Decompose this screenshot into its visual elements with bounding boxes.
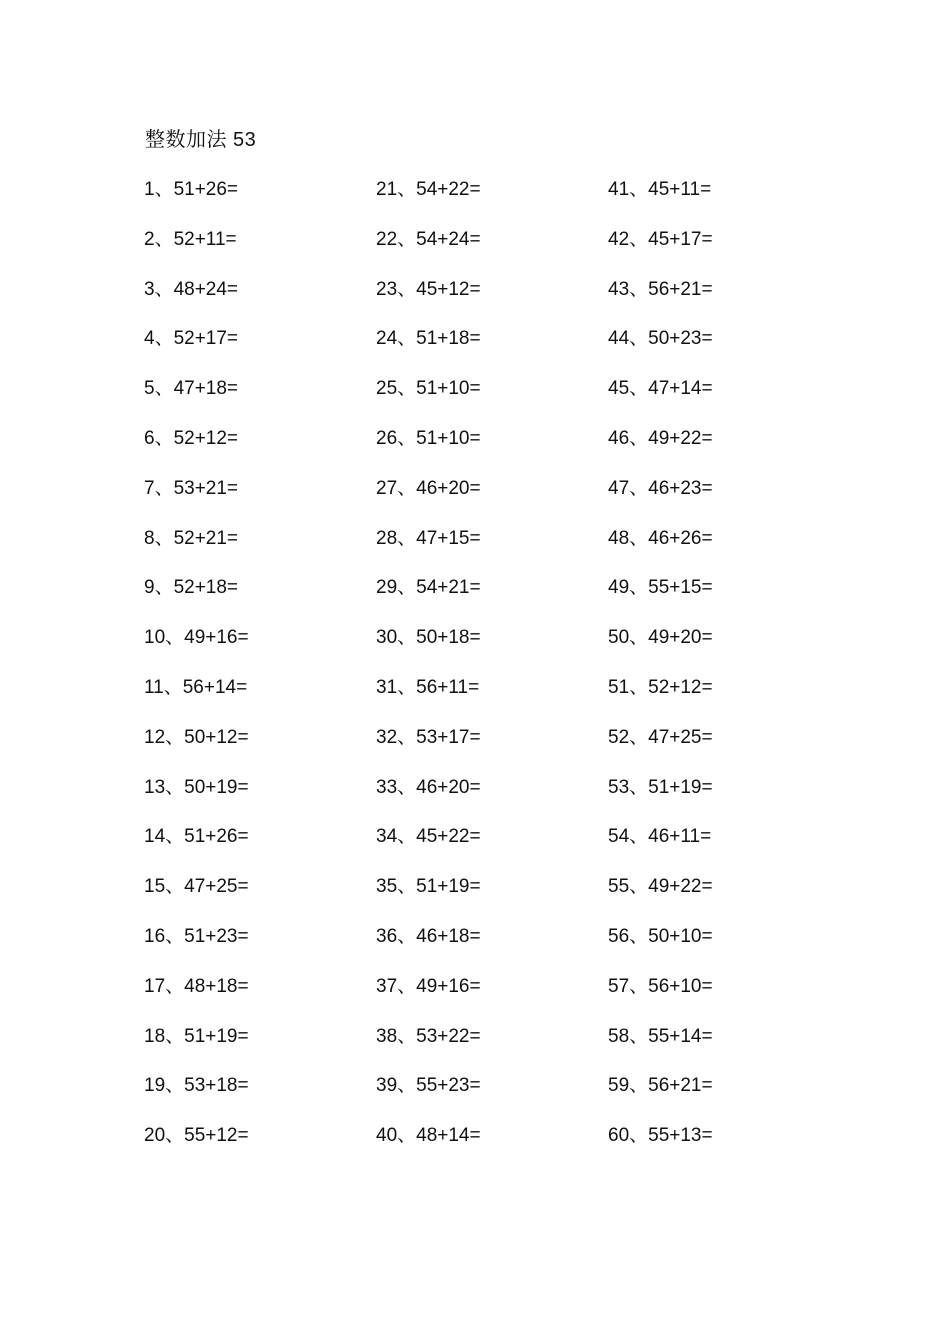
problem-item: 13、50+19= (144, 776, 249, 798)
problem-item: 10、49+16= (144, 627, 249, 649)
problem-item: 53、51+19= (608, 776, 713, 798)
problem-item: 32、53+17= (376, 726, 481, 748)
problem-item: 35、51+19= (376, 876, 481, 898)
worksheet-title: 整数加法 53 (145, 129, 257, 151)
problem-item: 4、52+17= (144, 328, 239, 350)
problem-item: 50、49+20= (608, 627, 713, 649)
problem-item: 29、54+21= (376, 577, 481, 599)
problem-item: 17、48+18= (144, 975, 249, 997)
problem-item: 24、51+18= (376, 328, 481, 350)
problem-item: 59、56+21= (608, 1075, 713, 1097)
problem-item: 5、47+18= (144, 378, 239, 400)
problem-item: 44、50+23= (608, 328, 713, 350)
problem-item: 2、52+11= (144, 228, 237, 250)
problem-item: 7、53+21= (144, 477, 239, 499)
problem-column-2 (376, 176, 596, 1172)
problem-item: 21、54+22= (376, 179, 481, 200)
problem-item: 36、46+18= (376, 925, 481, 947)
problem-item: 51、52+12= (608, 676, 713, 698)
problem-item: 38、53+22= (376, 1025, 481, 1047)
problem-item: 58、55+14= (608, 1025, 713, 1047)
problem-item: 47、46+23= (608, 477, 713, 499)
problem-column-3 (608, 176, 828, 1172)
problem-item: 34、45+22= (376, 826, 481, 848)
problem-item: 52、47+25= (608, 726, 713, 748)
problem-item: 39、55+23= (376, 1075, 481, 1097)
problem-item: 9、52+18= (144, 577, 239, 599)
problem-column-1 (144, 176, 364, 1172)
problem-item: 3、48+24= (144, 278, 239, 300)
problem-item: 1、51+26= (144, 179, 239, 200)
problem-item: 6、52+12= (144, 427, 239, 449)
problem-item: 19、53+18= (144, 1075, 249, 1097)
problem-item: 8、52+21= (144, 527, 239, 549)
problem-item: 41、45+11= (608, 179, 712, 200)
problem-item: 42、45+17= (608, 228, 713, 250)
problem-item: 25、51+10= (376, 378, 481, 400)
problem-item: 23、45+12= (376, 278, 481, 300)
problem-item: 56、50+10= (608, 925, 713, 947)
problem-item: 40、48+14= (376, 1125, 481, 1147)
problem-item: 22、54+24= (376, 228, 481, 250)
problem-item: 27、46+20= (376, 477, 481, 499)
problem-item: 16、51+23= (144, 925, 249, 947)
problem-item: 12、50+12= (144, 726, 249, 748)
problem-item: 11、56+14= (144, 676, 248, 698)
problem-item: 18、51+19= (144, 1025, 249, 1047)
problem-item: 37、49+16= (376, 975, 481, 997)
problem-item: 55、49+22= (608, 876, 713, 898)
problem-item: 15、47+25= (144, 876, 249, 898)
problem-item: 20、55+12= (144, 1125, 249, 1147)
problem-item: 26、51+10= (376, 427, 481, 449)
problem-item: 57、56+10= (608, 975, 713, 997)
problem-item: 28、47+15= (376, 527, 481, 549)
problem-item: 54、46+11= (608, 826, 712, 848)
problem-item: 45、47+14= (608, 378, 713, 400)
problem-item: 49、55+15= (608, 577, 713, 599)
problem-item: 43、56+21= (608, 278, 713, 300)
problem-item: 48、46+26= (608, 527, 713, 549)
problem-item: 46、49+22= (608, 427, 713, 449)
problem-item: 14、51+26= (144, 826, 249, 848)
problem-item: 31、56+11= (376, 676, 480, 698)
problem-item: 33、46+20= (376, 776, 481, 798)
problem-item: 60、55+13= (608, 1125, 713, 1147)
problem-item: 30、50+18= (376, 627, 481, 649)
